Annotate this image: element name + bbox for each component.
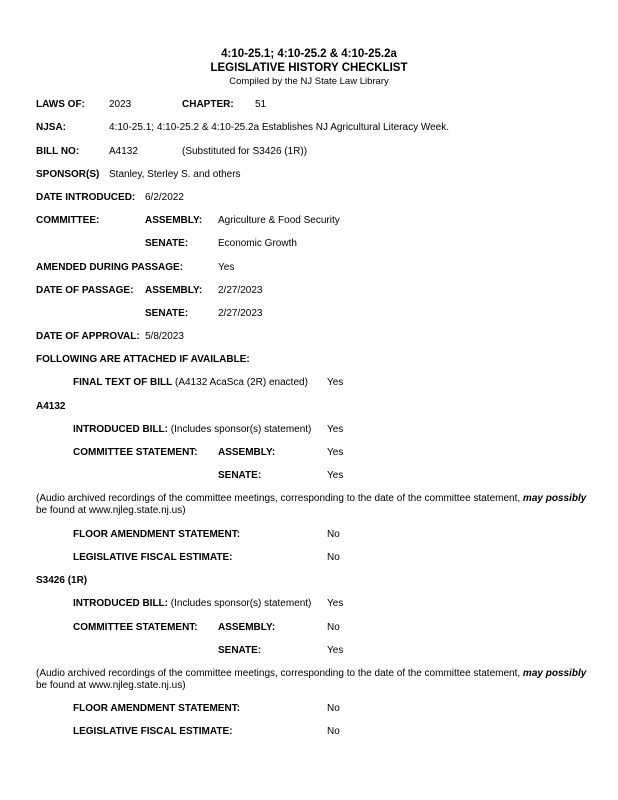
bill-no-value: A4132 [109, 146, 138, 157]
sponsor-label: SPONSOR(S) [36, 169, 100, 180]
bill-no-label: BILL NO: [36, 146, 80, 157]
s3426-introduced-detail: (Includes sponsor(s) statement) [170, 598, 312, 609]
a4132-assembly-value: Yes [327, 447, 344, 458]
sponsor-value: Stanley, Sterley S. and others [109, 169, 241, 180]
a4132-introduced-row [73, 424, 311, 436]
committee-senate-value: Economic Growth [218, 238, 297, 249]
laws-of-label: LAWS OF: [36, 99, 85, 110]
s3426-audio-note [36, 668, 596, 692]
s3426-note-link: be found at www.njleg.state.nj.us) [36, 680, 186, 691]
document-subtitle: LEGISLATIVE HISTORY CHECKLIST [210, 62, 408, 74]
s3426-note-text: (Audio archived recordings of the committee meetings, corresponding to the date of the committee statement, [36, 668, 521, 679]
chapter-label: CHAPTER: [182, 99, 234, 110]
date-of-approval-value: 5/8/2023 [145, 331, 184, 342]
s3426-assembly-label: ASSEMBLY: [218, 622, 276, 633]
final-text-value: Yes [327, 377, 344, 388]
date-of-approval-label: DATE OF APPROVAL: [36, 331, 140, 342]
s3426-floor-label: FLOOR AMENDMENT STATEMENT: [73, 703, 241, 714]
s3426-senate-value: Yes [327, 645, 344, 656]
a4132-introduced-label: INTRODUCED BILL: [73, 424, 168, 435]
passage-senate-value: 2/27/2023 [218, 308, 263, 319]
amended-label: AMENDED DURING PASSAGE: [36, 262, 184, 273]
s3426-introduced-value: Yes [327, 598, 344, 609]
s3426-fiscal-label: LEGISLATIVE FISCAL ESTIMATE: [73, 726, 233, 737]
s3426-committee-label: COMMITTEE STATEMENT: [73, 622, 198, 633]
date-of-passage-label: DATE OF PASSAGE: [36, 285, 134, 296]
s3426-introduced-row [73, 598, 311, 610]
a4132-floor-value: No [327, 529, 340, 540]
a4132-audio-note [36, 493, 596, 517]
amended-value: Yes [218, 262, 235, 273]
a4132-floor-label: FLOOR AMENDMENT STATEMENT: [73, 529, 241, 540]
s3426-senate-label: SENATE: [218, 645, 262, 656]
s3426-assembly-value: No [327, 622, 340, 633]
committee-assembly-value: Agriculture & Food Security [218, 215, 340, 226]
passage-senate-label: SENATE: [145, 308, 189, 319]
date-introduced-value: 6/2/2022 [145, 192, 184, 203]
a4132-introduced-value: Yes [327, 424, 344, 435]
a4132-note-link: be found at www.njleg.state.nj.us) [36, 505, 186, 516]
committee-label: COMMITTEE: [36, 215, 100, 226]
following-attached-heading: FOLLOWING ARE ATTACHED IF AVAILABLE: [36, 354, 250, 365]
laws-of-value: 2023 [109, 99, 132, 110]
a4132-senate-value: Yes [327, 470, 344, 481]
a4132-senate-label: SENATE: [218, 470, 262, 481]
njsa-value: 4:10-25.1; 4:10-25.2 & 4:10-25.2a Establishes NJ Agricultural Literacy Week. [109, 122, 450, 133]
a4132-note-emphasis: may possibly [522, 493, 587, 504]
a4132-assembly-label: ASSEMBLY: [218, 447, 276, 458]
bill-substituted: (Substituted for S3426 (1R)) [182, 146, 308, 157]
njsa-label: NJSA: [36, 122, 67, 133]
a4132-introduced-detail: (Includes sponsor(s) statement) [170, 424, 312, 435]
date-introduced-label: DATE INTRODUCED: [36, 192, 136, 203]
a4132-heading: A4132 [36, 401, 66, 412]
a4132-note-text: (Audio archived recordings of the committee meetings, corresponding to the date of the committee statement, [36, 493, 521, 504]
a4132-committee-label: COMMITTEE STATEMENT: [73, 447, 198, 458]
passage-assembly-label: ASSEMBLY: [145, 285, 203, 296]
final-text-row [73, 377, 308, 389]
document-title: 4:10-25.1; 4:10-25.2 & 4:10-25.2a [221, 48, 397, 60]
a4132-fiscal-value: No [327, 552, 340, 563]
s3426-fiscal-value: No [327, 726, 340, 737]
a4132-fiscal-label: LEGISLATIVE FISCAL ESTIMATE: [73, 552, 233, 563]
s3426-introduced-label: INTRODUCED BILL: [73, 598, 168, 609]
committee-senate-label: SENATE: [145, 238, 189, 249]
s3426-floor-value: No [327, 703, 340, 714]
committee-assembly-label: ASSEMBLY: [145, 215, 203, 226]
chapter-value: 51 [255, 99, 267, 110]
passage-assembly-value: 2/27/2023 [218, 285, 263, 296]
final-text-label: FINAL TEXT OF BILL [73, 377, 173, 388]
final-text-detail: (A4132 AcaSca (2R) enacted) [175, 377, 308, 388]
s3426-note-emphasis: may possibly [522, 668, 587, 679]
s3426-heading: S3426 (1R) [36, 575, 88, 586]
compiled-by: Compiled by the NJ State Law Library [229, 76, 389, 87]
